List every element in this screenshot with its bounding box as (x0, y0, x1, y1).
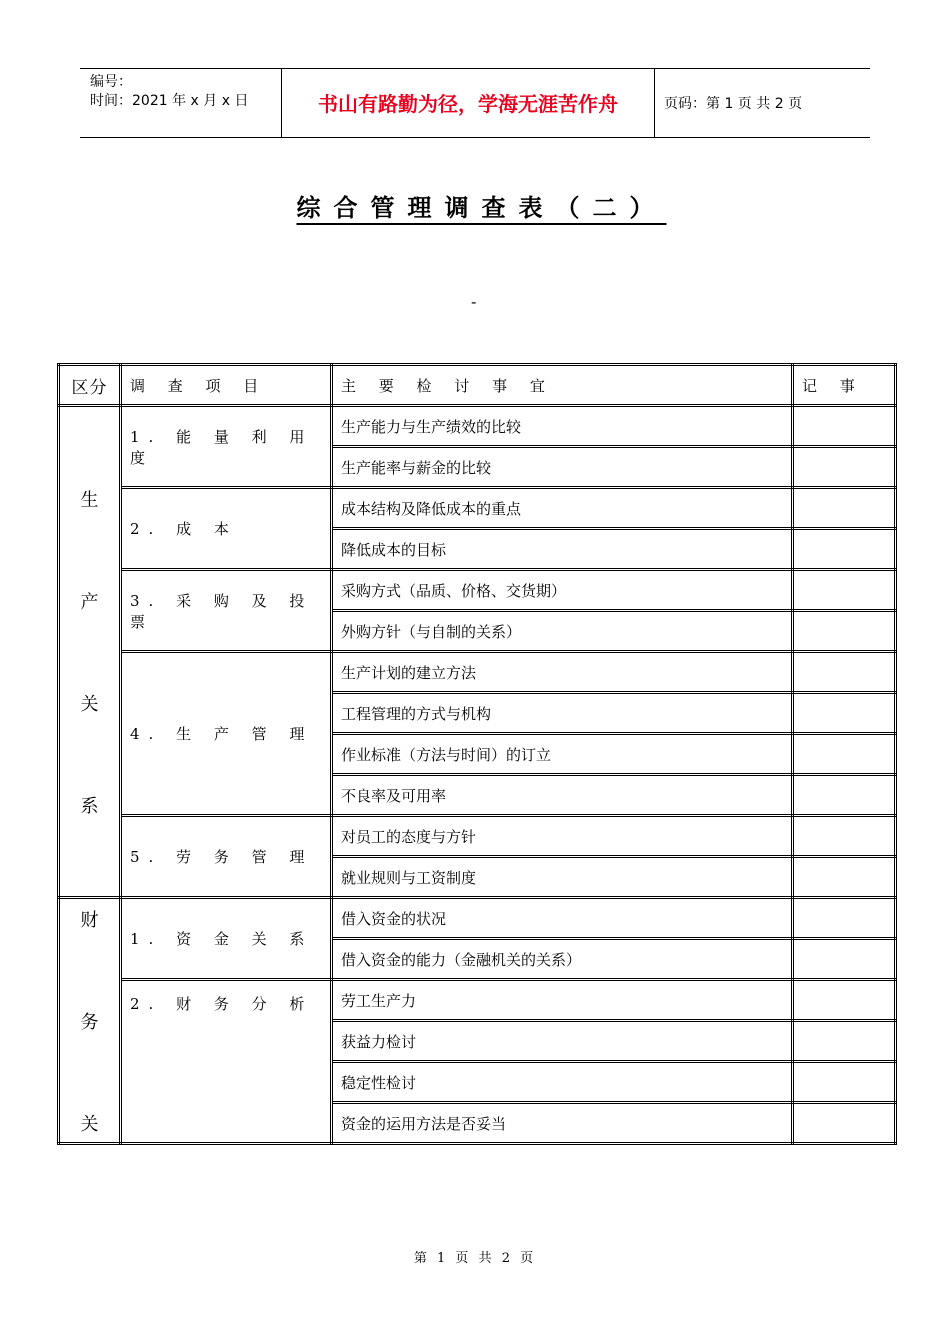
header-divider (654, 69, 655, 137)
dash-mark: - (471, 292, 477, 311)
zone-char: 系 (80, 795, 99, 817)
topic-cell: 借入资金的状况 (332, 898, 793, 939)
item-cell: 1. 资 金 关 系 (121, 898, 332, 980)
zone-char: 生 (80, 489, 99, 511)
item-cell: 2. 财 务 分 析 (121, 980, 332, 1144)
zone-char: 产 (80, 591, 99, 613)
notes-cell[interactable] (793, 857, 896, 898)
item-cell: 3. 采 购 及 投 票 (121, 570, 332, 652)
table-row (59, 652, 896, 693)
notes-cell[interactable] (793, 488, 896, 529)
topic-cell: 采购方式（品质、价格、交货期） (332, 570, 793, 611)
notes-cell[interactable] (793, 775, 896, 816)
table-row (59, 406, 896, 447)
topic-cell: 工程管理的方式与机构 (332, 693, 793, 734)
item-cell: 4. 生 产 管 理 (121, 652, 332, 816)
topic-cell: 资金的运用方法是否妥当 (332, 1103, 793, 1144)
topic-cell: 生产能力与生产绩效的比较 (332, 406, 793, 447)
notes-cell[interactable] (793, 693, 896, 734)
zone-char: 务 (80, 1011, 99, 1033)
topic-cell: 获益力检讨 (332, 1021, 793, 1062)
header-left (90, 73, 248, 111)
zone-finance (59, 898, 121, 1144)
header-motto: 书山有路勤为径，学海无涯苦作舟 (318, 92, 618, 116)
zone-char: 财 (80, 909, 99, 931)
notes-cell[interactable] (793, 980, 896, 1021)
topic-cell: 不良率及可用率 (332, 775, 793, 816)
header-item: 调 查 项 目 (121, 365, 332, 406)
topic-cell: 外购方针（与自制的关系） (332, 611, 793, 652)
topic-cell: 劳工生产力 (332, 980, 793, 1021)
notes-cell[interactable] (793, 816, 896, 857)
survey-table (57, 363, 897, 1145)
notes-cell[interactable] (793, 1103, 896, 1144)
topic-cell: 作业标准（方法与时间）的订立 (332, 734, 793, 775)
item-cell: 5. 劳 务 管 理 (121, 816, 332, 898)
notes-cell[interactable] (793, 529, 896, 570)
number-label: 编号： (90, 74, 132, 90)
notes-cell[interactable] (793, 898, 896, 939)
header-notes: 记 事 (793, 365, 896, 406)
topic-cell: 成本结构及降低成本的重点 (332, 488, 793, 529)
notes-cell[interactable] (793, 570, 896, 611)
topic-cell: 生产能率与薪金的比较 (332, 447, 793, 488)
notes-cell[interactable] (793, 939, 896, 980)
table-row (59, 570, 896, 611)
topic-cell: 生产计划的建立方法 (332, 652, 793, 693)
page-header (80, 68, 870, 138)
table-row (59, 816, 896, 857)
table-row (59, 980, 896, 1021)
topic-cell: 对员工的态度与方针 (332, 816, 793, 857)
header-page-info: 页码：第 1 页 共 2 页 (664, 96, 803, 112)
topic-cell: 借入资金的能力（金融机关的关系） (332, 939, 793, 980)
topic-cell: 降低成本的目标 (332, 529, 793, 570)
page-footer: 第 1 页 共 2 页 (413, 1251, 537, 1266)
notes-cell[interactable] (793, 652, 896, 693)
time-label: 时间：2021 年 x 月 x 日 (90, 93, 249, 109)
document-title-wrap (0, 188, 950, 223)
header-topic: 主 要 检 讨 事 宜 (332, 365, 793, 406)
topic-cell: 稳定性检讨 (332, 1062, 793, 1103)
notes-cell[interactable] (793, 447, 896, 488)
topic-cell: 就业规则与工资制度 (332, 857, 793, 898)
document-title: 综合管理调查表（二） (296, 194, 667, 222)
item-cell: 2. 成 本 (121, 488, 332, 570)
notes-cell[interactable] (793, 406, 896, 447)
table-row (59, 898, 896, 939)
item-cell: 1. 能 量 利 用 度 (121, 406, 332, 488)
zone-char: 关 (80, 1113, 99, 1135)
table-header-row (59, 365, 896, 406)
notes-cell[interactable] (793, 734, 896, 775)
notes-cell[interactable] (793, 1062, 896, 1103)
zone-char: 关 (80, 693, 99, 715)
header-zone: 区分 (59, 365, 121, 406)
notes-cell[interactable] (793, 1021, 896, 1062)
zone-production (59, 406, 121, 898)
notes-cell[interactable] (793, 611, 896, 652)
table-row (59, 488, 896, 529)
